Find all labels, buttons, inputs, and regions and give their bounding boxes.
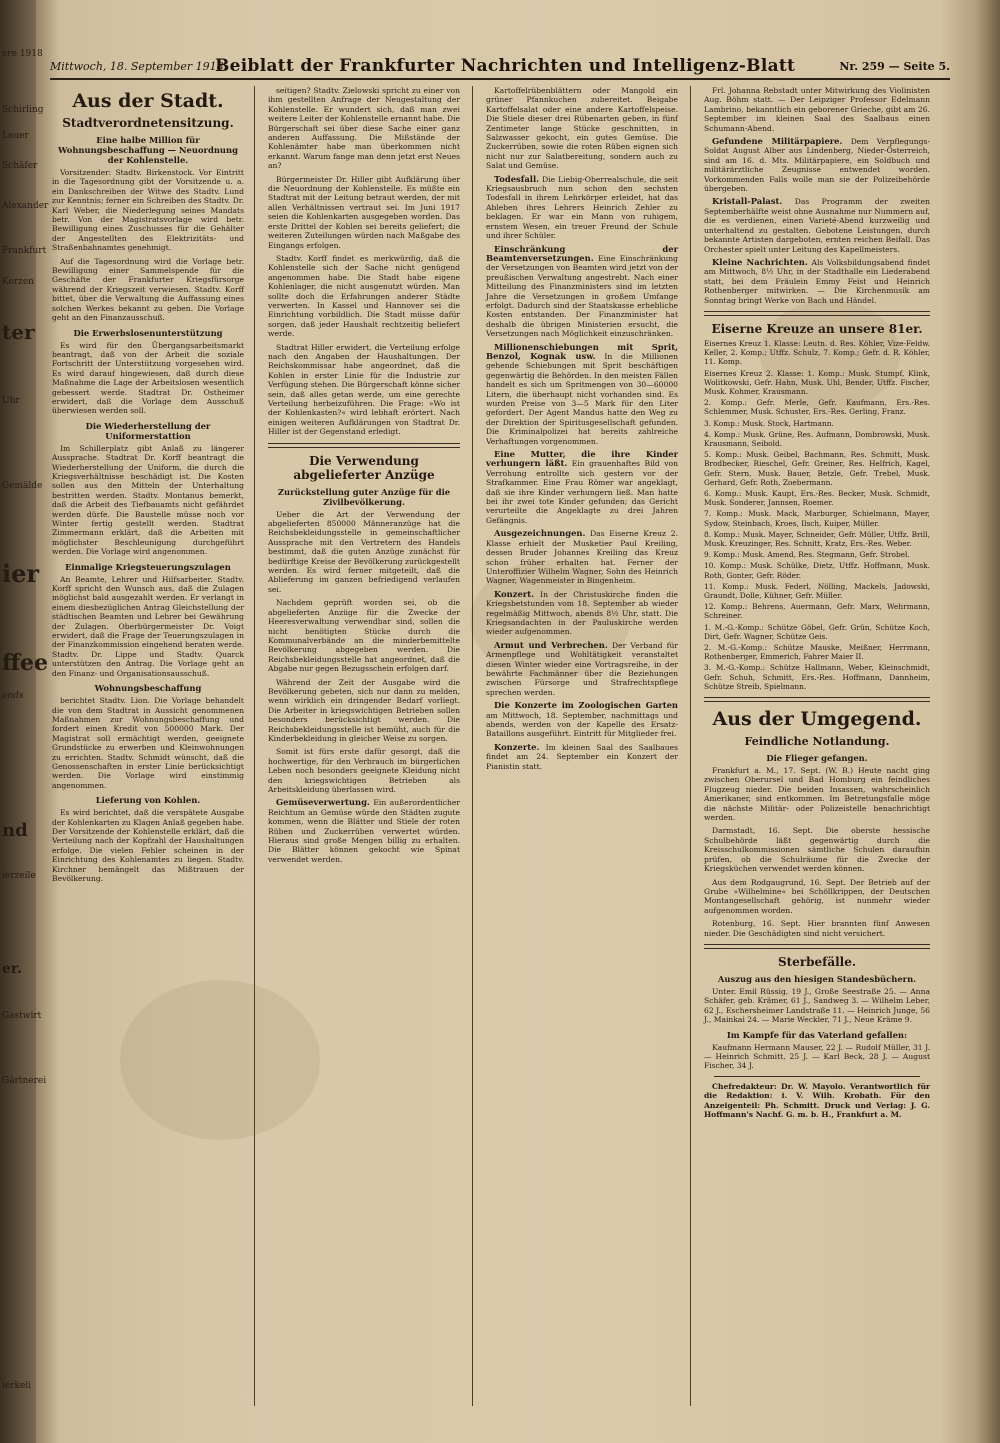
edge-fragment: Alexander xyxy=(2,201,49,211)
paragraph: Kartoffelrübenblättern oder Mangold ein grüner Pfannkuchen zubereitet. Beigabe Kartoffelsalat oder eine andere Kartoffelspeise. Die Stiele dieser drei Rübenarten geben, in fünf Zentimeter lange Stücke geschnitten, in Salzwasser gekocht, ein gutes Gemüse. Die Zuckerrüben, sowie die roten Rüben eignen sich nicht nur zur Salatbereitung, sondern auch zu Salat und Gemüse. xyxy=(486,86,678,171)
edge-fragment: ere 1918 xyxy=(2,49,43,59)
edge-fragment: ffee xyxy=(2,650,49,676)
list-item: 7. Komp.: Musk. Mack, Marburger, Schielmann, Mayer, Sydow, Steinbach, Kroes, Ilsch, Kuiper, Müller. xyxy=(704,509,930,528)
page-number: Nr. 259 — Seite 5. xyxy=(839,60,950,73)
section-heading: Aus der Umgegend. xyxy=(712,708,922,731)
paragraph-lead: Armut und Verbrechen. xyxy=(494,639,608,650)
paragraph-lead: Gefundene Militärpapiere. xyxy=(712,136,843,147)
paragraph: seitigen? Stadtv. Zielowski spricht zu einer von ihm gestellten Anfrage der Neugestaltung der Kohlenstelle. Er wundert sich, daß man zwei weitere Leiter der Kohlenstelle ernannt habe. Die Bürgerschaft sei über diese Sache einer ganz anderen Auffassung. Die Mißstände der Kohlenämter habe man überkommen nicht erkannt. Warum fange man denn jetzt erst Neues an? xyxy=(268,86,460,171)
list-item: 2. Komp.: Gefr. Merle, Gefr. Kaufmann, Ers.-Res. Schlemmer, Musk. Schuster, Ers.-Res. Gerling, Franz. xyxy=(704,398,930,417)
paragraph-body: Eine Einschränkung der Versetzungen von Beamten wird jetzt von der preußischen Verwaltung angestrebt. Nach einer Mitteilung des Finanzministers sind im letzten Jahre die Versetzungen in großem Umfange erfolgt. Dadurch sind der Staatskasse erhebliche Kosten entstanden. Der Finanzminister hat deshalb die übrigen Ministerien ersucht, die Versetzungen nach Möglichkeit einzuschränken. xyxy=(486,253,678,339)
list-item: 8. Komp.: Musk. Mayer, Schneider, Gefr. Müller, Utffz. Brill, Musk. Kreuzinger, Res. Schnitt, Kratz, Ers.-Res. Weber. xyxy=(704,529,930,548)
paragraph-body: Ein außerordentlicher Reichtum an Gemüse würde den Städten zugute kommen, wenn die Blätter und Stiele der roten Rüben und Zuckerrüben verwertet würden. Hieraus sind große Mengen billig zu erhalten. Die Blätter können gekocht wie Spinat verwendet werden. xyxy=(268,798,460,864)
divider xyxy=(714,1076,920,1077)
paragraph-lead: Gemüseverwertung. xyxy=(276,797,370,808)
subheading: Die Erwerbslosenunterstützung xyxy=(73,327,223,338)
paragraph-body: am Mittwoch, 18. September, nachmittags und abends, werden von der Kapelle des Ersatz-Bataillons ausgeführt. Eintritt für Mitglieder frei. xyxy=(486,710,678,739)
subheading: Lieferung von Kohlen. xyxy=(95,795,201,806)
paragraph: Es wird berichtet, daß die verspätete Ausgabe der Kohlenkarten zu Klagen Anlaß gegeben habe. Der Vorsitzende der Kohlenstelle erklärt, daß die Verteilung nach der Kopfzahl der Haushaltungen erfolge. Die vielen Fehler scheinen in der Einrichtung des Kohlenamtes zu liegen. Stadtv. Kirchner bemängelt das Mißtrauen der Bevölkerung. xyxy=(52,808,244,883)
edge-fragment: Gemälde xyxy=(2,481,43,491)
paragraph xyxy=(486,701,678,739)
paragraph: Nachdem geprüft worden sei, ob die abgelieferten Anzüge für die Zwecke der Heeresverwaltung verwendbar sind, sollen die nicht benötigten Stücke durch die Kommunalverbände an die minderbemittelte Bevölkerung abgegeben werden. Die Reichsbekleidungsstelle hat angeordnet, daß die Abgabe nur gegen Bezugsschein erfolgen darf. xyxy=(268,598,460,674)
article-heading: Sterbefälle. xyxy=(777,954,857,969)
list-item: 3. Komp.: Musk. Stock, Hartmann. xyxy=(704,418,834,428)
column-divider xyxy=(254,86,255,1406)
section-rule xyxy=(704,311,930,316)
issue-date: Mittwoch, 18. September 1918. xyxy=(50,60,228,73)
paragraph xyxy=(486,743,678,771)
paragraph-lead: Die Konzerte im Zoologischen Garten xyxy=(494,700,678,711)
edge-fragment: ands xyxy=(2,691,24,701)
paragraph: Bürgermeister Dr. Hiller gibt Aufklärung über die Neuordnung der Kohlenstelle. Es müßte ein Stadtrat mit der Leitung betraut werden, der mit allen Verhältnissen vertraut sei. Im Juni 1917 seien die Kohlenkarten ausgegeben worden. Das erste Drittel der Kohlen sei bereits geliefert; die weiteren Zuteilungen würden nach Maßgabe des Eingangs erfolgen. xyxy=(268,174,460,250)
subheading: Im Kampfe für das Vaterland gefallen: xyxy=(726,1029,908,1040)
paragraph: Stadtv. Korff findet es merkwürdig, daß die Kohlenstelle sich der Sache nicht genügend angenommen habe. Die Stadt habe eigene Kohlenlager, die nicht ausgenutzt würden. Man sollte doch die Erfahrungen anderer Städte verwerten. In Kassel und Hannover sei die Einrichtung vorbildlich. Die Stadt müsse dafür sorgen, daß jeder Haushalt rechtzeitig beliefert werde. xyxy=(268,253,460,339)
column-2 xyxy=(268,86,460,1416)
article-subtitle: Auszug aus den hiesigen Standesbüchern. xyxy=(717,973,917,984)
paragraph: Ueber die Art der Verwendung der abgelieferten 850000 Männeranzüge hat die Reichsbekleidungsstelle in gemeinschaftlicher Aussprache mit den Vertretern des Handels bestimmt, daß die guten Anzüge zunächst für bedürftige Kreise der Bevölkerung zurückgestellt werden. Es wird ferner mitgeteilt, daß die Ablieferung im ganzen befriedigend verlaufen sei. xyxy=(268,509,460,594)
article-heading: Feindliche Notlandung. xyxy=(744,735,890,749)
paragraph: An Beamte, Lehrer und Hilfsarbeiter. Stadtv. Korff spricht den Wunsch aus, daß die Zulagen möglichst bald ausgezahlt werden. Er verlangt in einem diesbezüglichen Antrag Gleichstellung der städtischen Beamten und Lehrer bei Gewährung der Zulagen. Oberbürgermeister Dr. Voigt erwidert, daß die Frage der Teuerungszulagen in der Finanzkommission eingehend beraten werde. Stadtv. Dr. Lippe und Stadtv. Quarck unterstützen den Antrag. Die Vorlage geht an den Finanz- und Organisationsausschuß. xyxy=(52,574,244,678)
list-item: 11. Komp.: Musk. Federl, Nölling, Mackels, Jadowski, Graundt, Dolle, Kühner, Gefr. Müller. xyxy=(704,581,930,601)
edge-fragment: Uhr xyxy=(2,396,20,406)
edge-fragment: Gärtnerei xyxy=(2,1076,47,1086)
paragraph-body: Ein grauenhaftes Bild von Verrohung entrollte sich gestern vor der Strafkammer. Eine Frau Römer war angeklagt, daß sie ihre Kinder verhungern ließ. Man hatte bei ihr zwei tote Kinder gefunden; das Gericht verurteilte die Angeklagte zu drei Jahren Gefängnis. xyxy=(486,459,679,525)
paper-title: Beiblatt der Frankfurter Nachrichten und Intelligenz-Blatt xyxy=(215,56,796,76)
paragraph xyxy=(486,590,678,637)
article-subtitle: Zurückstellung guter Anzüge für die Zivilbevölkerung. xyxy=(277,486,451,507)
list-item: 10. Komp.: Musk. Schülke, Dietz, Utffz. Hoffmann, Musk. Roth, Gonter, Gefr. Röder. xyxy=(704,561,930,580)
paragraph-lead: Einschränkung der Beamtenversetzungen. xyxy=(486,243,678,263)
subheading: Die Wiederherstellung der Uniformerstattion xyxy=(85,420,211,441)
section-heading: Aus der Stadt. xyxy=(72,90,224,112)
paragraph: Stadtrat Hiller erwidert, die Verteilung erfolge nach den Angaben der Haushaltungen. Der Reichskommissar habe angeordnet, daß die Kohlen in erster Linie für die Industrie zur Verfügung stehen. Die Bürgerschaft könne sicher sein, daß alles getan werde, um eine gerechte Verteilung herbeizuführen. Die Frage: »Wo ist der Kohlenkasten?« wird lebhaft erörtert. Nach einigen weiteren Aufklärungen von Stadtrat Dr. Hiller ist der Gegenstand erledigt. xyxy=(268,342,460,437)
paragraph-lead: Kleine Nachrichten. xyxy=(712,256,808,267)
newspaper-page xyxy=(36,50,966,1422)
paragraph: Frl. Johanna Rebstadt unter Mitwirkung des Violinisten Aug. Böhm statt. — Der Leipziger Professor Edelmann Lambrino, bekanntlich ein geborener Grieche, gibt am 26. September im kleinen Saal des Saalbaus einen Schumann-Abend. xyxy=(704,86,930,133)
paragraph xyxy=(486,175,678,241)
column-divider xyxy=(690,86,691,1406)
paragraph xyxy=(486,245,678,339)
section-rule xyxy=(704,697,930,702)
subheading: Wohnungsbeschaffung xyxy=(94,683,202,694)
paragraph: Auf die Tagesordnung wird die Vorlage betr. Bewilligung einer Sammelspende für die Geschäfte der Frankfurter Kriegsfürsorge während der Kriegszeit verwiesen. Stadtv. Korff bittet, über die Verwaltung die Auffassung eines solchen Werkes bekannt zu geben. Die Vorlage geht an den Finanzausschuß. xyxy=(52,256,244,323)
subheading: Einmalige Kriegsteuerungszulagen xyxy=(65,561,231,572)
list-item: 1. M.-G.-Komp.: Schütze Göbel, Gefr. Grün, Schütze Koch, Dirt, Gefr. Wagner, Schütze Geis. xyxy=(704,622,930,641)
edge-fragment: Frankfurt xyxy=(2,246,47,256)
paragraph-body: Dem Verpflegungs-Soldat August Alber aus Lindenberg, Nieder-Österreich, sind am 16. d. Mts. Militärpapiere, ein Soldbuch und militärärztliche Zeugnisse entwendet worden. Vorkommenden Falls wolle man sie der Polizeibehörde übergeben. xyxy=(704,137,931,194)
paragraph-lead: Konzert. xyxy=(494,588,535,599)
article-heading: Die Verwendung abgelieferter Anzüge xyxy=(293,453,435,482)
award-list xyxy=(704,339,930,691)
paragraph-body: Die Liebig-Oberrealschule, die seit Kriegsausbruch nun schon den sechsten Todesfall in ihrem Lehrkörper erleidet, hat das Ableben ihres Lehrers Heinrich Zehler zu beklagen. Er war ein Mann von ruhigem, ernstem Wesen, ein treuer Freund der Schule und ihrer Schüler. xyxy=(486,174,678,241)
paragraph xyxy=(486,641,678,697)
edge-fragment: Gastwirt xyxy=(2,1011,42,1021)
paragraph: Aus dem Rodgaugrund, 16. Sept. Der Betrieb auf der Grube »Wilhelmine« bei Schöllkrippen, der Deutschen Montangesellschaft gehörig, ist nunmehr wieder aufgenommen worden. xyxy=(704,877,930,915)
paragraph: Während der Zeit der Ausgabe wird die Bevölkerung gebeten, sich nur dann zu melden, wenn wirklich ein dringender Bedarf vorliegt. Die Arbeiter in kriegswichtigen Betrieben sollen besonders berücksichtigt werden. Die Reichsbekleidungsstelle ist bemüht, auch für die Kinderbekleidung in gleicher Weise zu sorgen. xyxy=(268,677,460,743)
list-item: 5. Komp.: Musk. Geibel, Bachmann, Res. Schmitt, Musk. Brodbecker, Rieschel, Gefr. Greiner, Res. Helfrich, Kagel, Gefr. Stern, Musk. Bauer, Betzle, Gefr. Trebel, Musk. Gerhard, Gefr. Roth, Zoebermann. xyxy=(704,450,930,487)
paragraph-lead: Ausgezeichnungen. xyxy=(494,528,586,539)
paragraph xyxy=(268,798,460,864)
imprint: Chefredakteur: Dr. W. Mayolo. Verantwortlich für die Redaktion: i. V. Wilh. Krobath. Für den Anzeigenteil: Ph. Schmitt. Druck und Verlag: J. G. Hoffmann's Nachf. G. m. b. H., Frankfurt a. M. xyxy=(704,1081,930,1120)
list-item: 12. Komp.: Behrens, Auermann, Gefr. Marx, Wehrmann, Schreiner. xyxy=(704,602,930,621)
paragraph: berichtet Stadtv. Lion. Die Vorlage behandelt die von dem Stadtrat in Aussicht genommenen Maßnahmen zur Wohnungsbeschaffung und fordert einen Kredit von 500000 Mark. Der Magistrat soll ermächtigt werden, geeignete Grundstücke zu erwerben und Kleinwohnungen zu errichten. Stadtv. Schmidt wünscht, daß die Genossenschaften in erster Linie berücksichtigt werden. Die Vorlage wird einstimmig angenommen. xyxy=(52,696,244,790)
list-item: 2. M.-G.-Komp.: Schütze Mauske, Meißner, Herrmann, Rothenberger, Emmerich, Fahrer Maier II. xyxy=(704,643,930,662)
section-rule xyxy=(268,443,460,448)
paragraph: Kaufmann Hermann Mauser, 22 J. — Rudolf Müller, 31 J. — Heinrich Schmitt, 25 J. — Karl Beck, 28 J. — August Fischer, 34 J. xyxy=(704,1042,930,1071)
paragraph xyxy=(486,529,678,585)
edge-fragment: Kerzen xyxy=(2,277,34,287)
section-rule xyxy=(704,944,930,949)
list-item: Eisernes Kreuz 2. Klasse: 1. Komp.: Musk. Stumpf, Klink, Wolitkowski, Gefr. Hahn, Musk. Uhl, Bender, Utffz. Fischer, Musk. Kohmer, Krausmann. xyxy=(704,368,930,396)
column-3 xyxy=(486,86,678,1416)
edge-fragment: nd xyxy=(2,820,28,841)
paragraph-lead: Kristall-Palast. xyxy=(712,196,783,207)
article-heading: Eiserne Kreuze an unsere 81er. xyxy=(711,321,923,336)
paragraph: Somit ist fürs erste dafür gesorgt, daß die hochwertige, für den Verbrauch im bürgerlichen Leben noch besonders geeignete Kleidung nicht den kriegswichtigen Betrieben als Arbeitskleidung überlassen wird. xyxy=(268,747,460,794)
paragraph-body: Das Programm der zweiten Septemberhälfte weist ohne Ausnahme nur Nummern auf, die es verdienen, einen Varieté-Abend kurzweilig und unterhaltend zu gestalten. Gebotene Leistungen, durch bekannte Artisten dargeboten, ernten reichen Beifall. Das Orchester spielt unter Leitung des Kapellmeisters. xyxy=(704,197,930,254)
paragraph: Rotenburg, 16. Sept. Hier brannten fünf Anwesen nieder. Die Geschädigten sind nicht versichert. xyxy=(704,919,930,938)
list-item: 9. Komp.: Musk. Amend, Res. Stegmann, Gefr. Strobel. xyxy=(704,550,910,560)
edge-fragment: Schirling xyxy=(2,105,44,115)
edge-fragment: Lauer xyxy=(2,131,29,141)
article-heading: Stadtverordnetensitzung. xyxy=(62,116,234,130)
paragraph xyxy=(486,343,678,446)
paragraph-body: Als Volksbildungsabend findet am Mittwoch, 8½ Uhr, in der Stadthalle ein Liederabend statt, bei dem Fräulein Emmy Feist und Heinrich Rothenberger mitwirken. — Die Kirchenmusik am Sonntag bringt Werke von Bach und Händel. xyxy=(704,257,930,305)
column-4 xyxy=(704,86,930,1416)
edge-fragment: Schäfer xyxy=(2,161,38,171)
paragraph-lead: Konzerte. xyxy=(494,741,540,752)
column-divider xyxy=(472,86,473,1406)
paragraph: Im Schillerplatz gibt Anlaß zu längerer Aussprache. Stadtrat Dr. Korff beantragt die Wiederherstellung der Uniform, die durch die Kriegsverhältnisse beschädigt ist. Die Kosten sollen aus den Mitteln der Unterhaltung bestritten werden. Stadtv. Montanus bemerkt, daß die Arbeit des Tiefbauamts nicht gefährdet werden dürfe. Die Baustelle müsse noch vor Winter fertig gestellt werden. Stadtrat Zimmermann erklärt, daß die Arbeiten mit möglichster Beschleunigung durchgeführt werden. Die Vorlage wird angenommen. xyxy=(52,443,244,557)
paragraph: Unter. Emil Rüssig, 19 J., Große Seestraße 25. — Anna Schäfer, geb. Krämer, 61 J., Sandweg 3. — Wilhelm Leber, 62 J., Eschersheimer Landstraße 11. — Heinrich Junge, 56 J., Mainkai 24. — Marie Weckler, 71 J., Neue Kräme 9. xyxy=(704,986,930,1025)
list-item: 6. Komp.: Musk. Kaupt, Ers.-Res. Becker, Musk. Schmidt, Musk. Sonderer, Jannsen, Roemer. xyxy=(704,488,930,508)
paragraph xyxy=(704,197,930,253)
edge-fragment: ierkeli xyxy=(2,1381,32,1391)
list-item: 4. Komp.: Musk. Grüne, Res. Aufmann, Dombrowski, Musk. Krausmann, Seibold. xyxy=(704,429,930,448)
edge-fragment: ter xyxy=(2,320,35,344)
paragraph-lead: Eine Mutter, die ihre Kinder verhungern läßt. xyxy=(486,449,678,469)
paragraph: Es wird für den Übergangsarbeitsmarkt beantragt, daß von der Arbeit die soziale Fortschritt der Unterstützung vorgesehen wird. Es wird darauf hingewiesen, daß durch diese Maßnahme die Lage der Arbeitslosen wesentlich gebessert werde. Stadtrat Dr. Ostheimer erwidert, daß die Vorlage dem Ausschuß überwiesen werden soll. xyxy=(52,340,244,416)
list-item: Eisernes Kreuz 1. Klasse: Leutn. d. Res. Köhler, Vize-Feldw. Keller, 2. Komp.; Utffz. Schulz, 7. Komp.; Gefr. d. R. Köhler, 11. Komp. xyxy=(704,338,930,367)
edge-fragment: ierzeile xyxy=(2,871,36,881)
edge-fragment: er. xyxy=(2,961,22,977)
edge-fragment: ier xyxy=(2,559,40,588)
paragraph: Frankfurt a. M., 17. Sept. (W. B.) Heute nacht ging zwischen Oberursel und Bad Homburg ein feindliches Flugzeug nieder. Die beiden Insassen, wahrscheinlich Amerikaner, sind entkommen. Im Betretungsfalle möge die nächste Militär- oder Polizeistelle benachrichtigt werden. xyxy=(704,766,930,823)
paragraph xyxy=(486,450,678,525)
paragraph-body: In die Millionen gehende Schiebungen mit Sprit beschäftigen gegenwärtig die Behörden. In den meisten Fällen handelt es sich um Spritmengen von 30—60000 Litern, die überhaupt nicht vorhanden sind. Es wurden Preise von 3—5 Mark für den Liter gefordert. Der Agent Mandus hatte den Weg zu der Direktion der Spiritusgesellschaft gefunden. Die Kriminalpolizei hat bereits zahlreiche Verhaftungen vorgenommen. xyxy=(486,351,678,446)
masthead xyxy=(50,56,950,80)
paragraph-body: Im kleinen Saal des Saalbaues findet am 24. September ein Konzert der Pianistin statt. xyxy=(486,742,678,771)
paragraph-lead: Millionenschiebungen mit Sprit, Benzol, Kognak usw. xyxy=(486,341,678,361)
paragraph-body: Der Verband für Armenpflege und Wohltätigkeit veranstaltet diesen Winter wieder eine Vortragsreihe, in der bewährte Fachmänner über die Beziehungen zwischen Fürsorge und Strafrechtspflege sprechen werden. xyxy=(486,640,679,697)
article-subtitle: Die Flieger gefangen. xyxy=(766,753,868,764)
paragraph-body: In der Christuskirche finden die Kriegsbetstunden vom 18. September ab wieder regelmäßig Mittwoch, abends 8½ Uhr, statt. Die Kriegsandachten in der Pauluskirche werden wieder aufgenommen. xyxy=(486,589,678,637)
paragraph: Vorsitzender: Stadtv. Birkenstock. Vor Eintritt in die Tagesordnung gibt der Vorsitzende u. a. ein Dankschreiben der Witwe des Stadtv. Lund zur Kenntnis; ferner ein Schreiben des Stadtv. Dr. Karl Weber, die Niederlegung seines Mandats betr. Von der Magistratsvorlage wird betr. Bewilligung eines Zuschusses für die Gehälter der Angestellten des Elektrizitäts- und Straßenbahnamtes genehmigt. xyxy=(52,168,244,253)
paragraph xyxy=(704,258,930,305)
binding-edge xyxy=(0,0,49,1443)
paragraph-body: Das Eiserne Kreuz 2. Klasse erhielt der Musketier Paul Kreiling, dessen Bruder Johannes Kreiling das Kreuz schon früher erhalten hat. Ferner der Unteroffizier Wilhelm Wagner, Sohn des Heinrich Wagner, Wagenmeister in Bingenheim. xyxy=(486,529,678,586)
column-1 xyxy=(52,86,244,1416)
article-subtitle: Eine halbe Million für Wohnungsbeschaffung — Neuordnung der Kohlenstelle. xyxy=(58,135,238,165)
paragraph-lead: Todesfall. xyxy=(494,173,540,184)
paragraph: Darmstadt, 16. Sept. Die oberste hessische Schulbehörde läßt gegenwärtig durch die Kreisschulkommissionen sämtliche Schulen daraufhin prüfen, ob die Schulräume für die Zwecke der Kriegsküchen verwendet werden können. xyxy=(704,826,930,874)
list-item: 3. M.-G.-Komp.: Schütze Hallmann, Weber, Kleinschmidt, Gefr. Schuh, Schmitt, Ers.-Res. Hoffmann, Dannheim, Schütze Streib, Spielmann. xyxy=(704,663,930,691)
paragraph xyxy=(704,137,930,193)
